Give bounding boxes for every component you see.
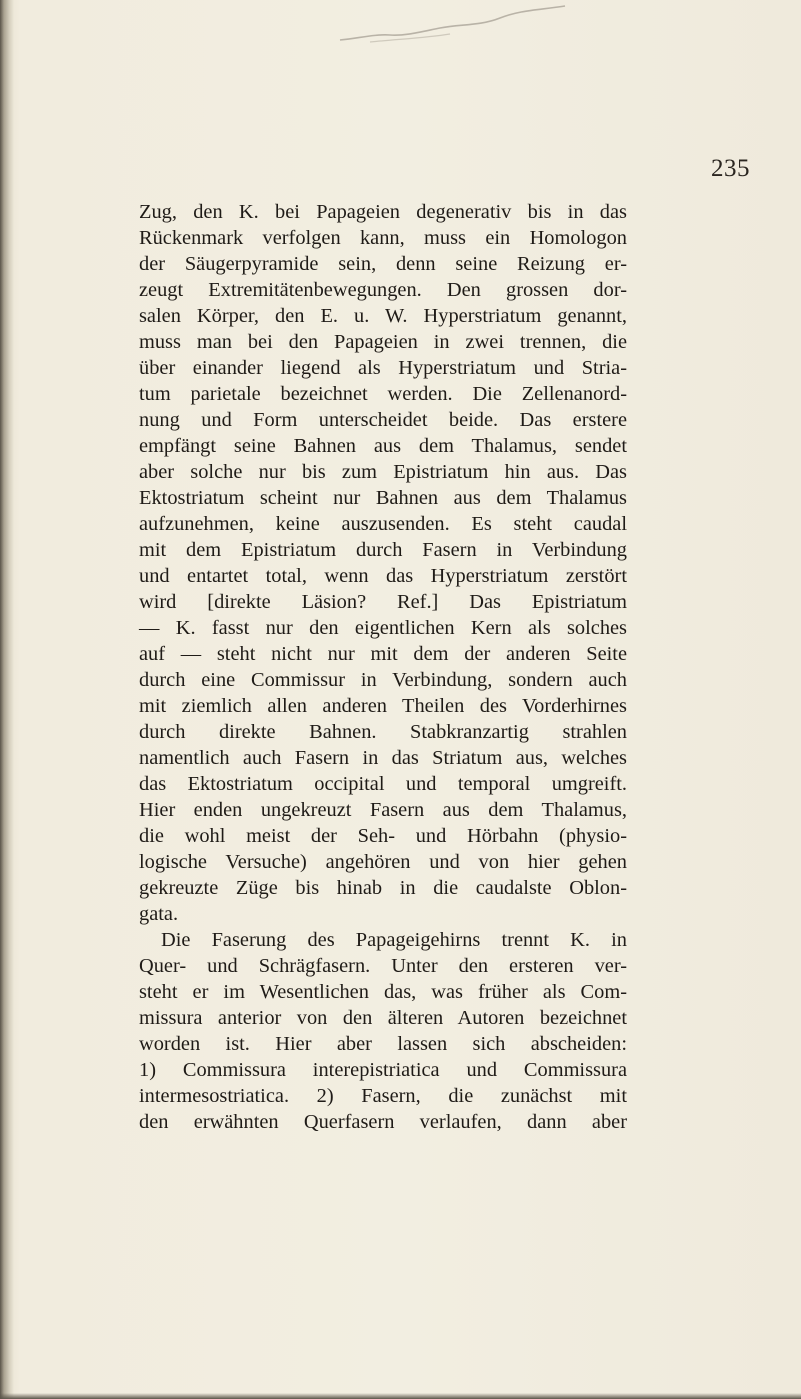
text-line: das Ektostriatum occipital und temporal umgreift. xyxy=(139,773,627,795)
text-line: Zug, den K. bei Papageien degenerativ bis in das xyxy=(139,201,627,223)
scan-smudge xyxy=(330,4,570,44)
text-line: Rückenmark verfolgen kann, muss ein Homologon xyxy=(139,227,627,249)
text-line: aufzunehmen, keine auszusenden. Es steht caudal xyxy=(139,513,627,535)
text-line: auf — steht nicht nur mit dem der anderen Seite xyxy=(139,643,627,665)
text-line: mit ziemlich allen anderen Theilen des Vorderhirnes xyxy=(139,695,627,717)
text-line: namentlich auch Fasern in das Striatum aus, welches xyxy=(139,747,627,769)
text-line: Quer- und Schrägfasern. Unter den ersteren ver- xyxy=(139,955,627,977)
text-line: missura anterior von den älteren Autoren bezeichnet xyxy=(139,1007,627,1029)
text-line: über einander liegend als Hyperstriatum und Stria- xyxy=(139,357,627,379)
text-line: der Säugerpyramide sein, denn seine Reizung er- xyxy=(139,253,627,275)
text-line: aber solche nur bis zum Epistriatum hin aus. Das xyxy=(139,461,627,483)
text-line: tum parietale bezeichnet werden. Die Zellenanord- xyxy=(139,383,627,405)
page-number: 235 xyxy=(711,155,750,182)
text-line: salen Körper, den E. u. W. Hyperstriatum genannt, xyxy=(139,305,627,327)
page-binding-shadow xyxy=(0,0,14,1399)
text-line: — K. fasst nur den eigentlichen Kern als solches xyxy=(139,617,627,639)
text-line: muss man bei den Papageien in zwei trennen, die xyxy=(139,331,627,353)
text-line: zeugt Extremitätenbewegungen. Den grossen dor- xyxy=(139,279,627,301)
text-line: worden ist. Hier aber lassen sich abscheiden: xyxy=(139,1033,627,1055)
text-line: logische Versuche) angehören und von hier gehen xyxy=(139,851,627,873)
body-text xyxy=(139,199,627,1135)
text-line: mit dem Epistriatum durch Fasern in Verbindung xyxy=(139,539,627,561)
text-line: die wohl meist der Seh- und Hörbahn (physio- xyxy=(139,825,627,847)
text-line: 1) Commissura interepistriatica und Commissura xyxy=(139,1059,627,1081)
text-line: Ektostriatum scheint nur Bahnen aus dem Thalamus xyxy=(139,487,627,509)
text-line: durch direkte Bahnen. Stabkranzartig strahlen xyxy=(139,721,627,743)
text-line: Die Faserung des Papageigehirns trennt K. in xyxy=(161,929,627,951)
page-bottom-shadow xyxy=(0,1393,801,1399)
text-line: nung und Form unterscheidet beide. Das erstere xyxy=(139,409,627,431)
text-line: wird [direkte Läsion? Ref.] Das Epistriatum xyxy=(139,591,627,613)
text-line: den erwähnten Querfasern verlaufen, dann aber xyxy=(139,1111,627,1133)
text-line: gekreuzte Züge bis hinab in die caudalste Oblon- xyxy=(139,877,627,899)
text-line: gata. xyxy=(139,903,179,925)
text-line: steht er im Wesentlichen das, was früher als Com- xyxy=(139,981,627,1003)
text-line: empfängt seine Bahnen aus dem Thalamus, sendet xyxy=(139,435,627,457)
text-line: Hier enden ungekreuzt Fasern aus dem Thalamus, xyxy=(139,799,627,821)
text-line: und entartet total, wenn das Hyperstriatum zerstört xyxy=(139,565,627,587)
text-line: intermesostriatica. 2) Fasern, die zunächst mit xyxy=(139,1085,627,1107)
text-line: durch eine Commissur in Verbindung, sondern auch xyxy=(139,669,627,691)
